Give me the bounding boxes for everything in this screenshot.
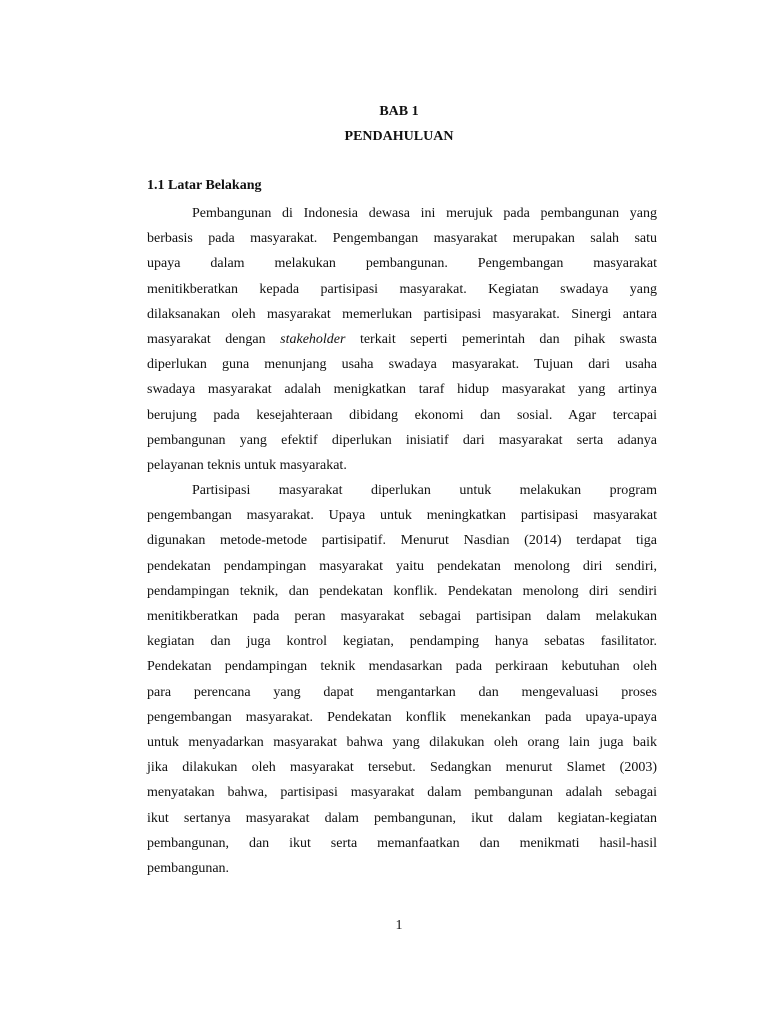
line-text: terkait seperti pemerintah dan pihak swasta (359, 331, 658, 347)
paragraph-line: menyatakan bahwa, partisipasi masyarakat dalam pembangunan adalah sebagai (147, 785, 657, 801)
paragraph-line: swadaya masyarakat adalah menigkatkan taraf hidup masyarakat yang artinya (147, 382, 657, 398)
paragraph-line: menitikberatkan pada peran masyarakat sebagai partisipan dalam melakukan (147, 609, 657, 624)
paragraph-line: untuk menyadarkan masyarakat bahwa yang dilakukan oleh orang lain juga baik (147, 734, 657, 750)
paragraph-line: berujung pada kesejahteraan dibidang ekonomi dan sosial. Agar tercapai (147, 407, 657, 423)
paragraph-line: pendampingan teknik, dan pendekatan konflik. Pendekatan menolong diri sendiri (147, 583, 657, 599)
paragraph-line: digunakan metode-metode partisipatif. Menurut Nasdian (2014) terdapat tiga (147, 533, 657, 549)
paragraph-line: kegiatan dan juga kontrol kegiatan, pendamping hanya sebatas fasilitator. (147, 634, 657, 650)
body-text (147, 201, 657, 881)
paragraph-line: Partisipasi masyarakat diperlukan untuk melakukan program (192, 483, 657, 499)
line-text: masyarakat dengan (147, 331, 266, 347)
paragraph-line: pembangunan. (147, 860, 230, 876)
paragraph-line: dilaksanakan oleh masyarakat memerlukan partisipasi masyarakat. Sinergi antara (147, 306, 657, 322)
paragraph-line: pembangunan, dan ikut serta memanfaatkan dan menikmati hasil-hasil (147, 835, 657, 851)
paragraph-line: upaya dalam melakukan pembangunan. Pengembangan masyarakat (147, 256, 657, 272)
section-heading: 1.1 Latar Belakang (147, 178, 262, 193)
paragraph-line: Pembangunan di Indonesia dewasa ini merujuk pada pembangunan yang (192, 206, 657, 221)
emphasized-term: stakeholder (280, 331, 346, 347)
paragraph-line: pembangunan yang efektif diperlukan inisiatif dari masyarakat serta adanya (147, 432, 657, 448)
paragraph-line: Pendekatan pendampingan teknik mendasarkan pada perkiraan kebutuhan oleh (147, 659, 657, 675)
paragraph-line: ikut sertanya masyarakat dalam pembangunan, ikut dalam kegiatan-kegiatan (147, 810, 657, 826)
page-number: 1 (395, 918, 403, 933)
paragraph-line (147, 327, 657, 352)
paragraph-line: pelayanan teknis untuk masyarakat. (147, 457, 347, 473)
paragraph-line: jika dilakukan oleh masyarakat tersebut. Sedangkan menurut Slamet (2003) (147, 760, 657, 776)
paragraph-line: pendekatan pendampingan masyarakat yaitu pendekatan menolong diri sendiri, (147, 558, 657, 574)
paragraph-line: berbasis pada masyarakat. Pengembangan masyarakat merupakan salah satu (147, 231, 657, 247)
paragraph-line: para perencana yang dapat mengantarkan dan mengevaluasi proses (147, 684, 657, 700)
chapter-title: PENDAHULUAN (344, 129, 454, 144)
chapter-label: BAB 1 (379, 104, 419, 119)
paragraph-line: diperlukan guna menunjang usaha swadaya masyarakat. Tujuan dari usaha (147, 357, 657, 373)
paragraph-line: pengembangan masyarakat. Upaya untuk meningkatkan partisipasi masyarakat (147, 508, 657, 524)
paragraph-line: pengembangan masyarakat. Pendekatan konflik menekankan pada upaya-upaya (147, 709, 657, 725)
paragraph-line: menitikberatkan kepada partisipasi masyarakat. Kegiatan swadaya yang (147, 281, 657, 297)
